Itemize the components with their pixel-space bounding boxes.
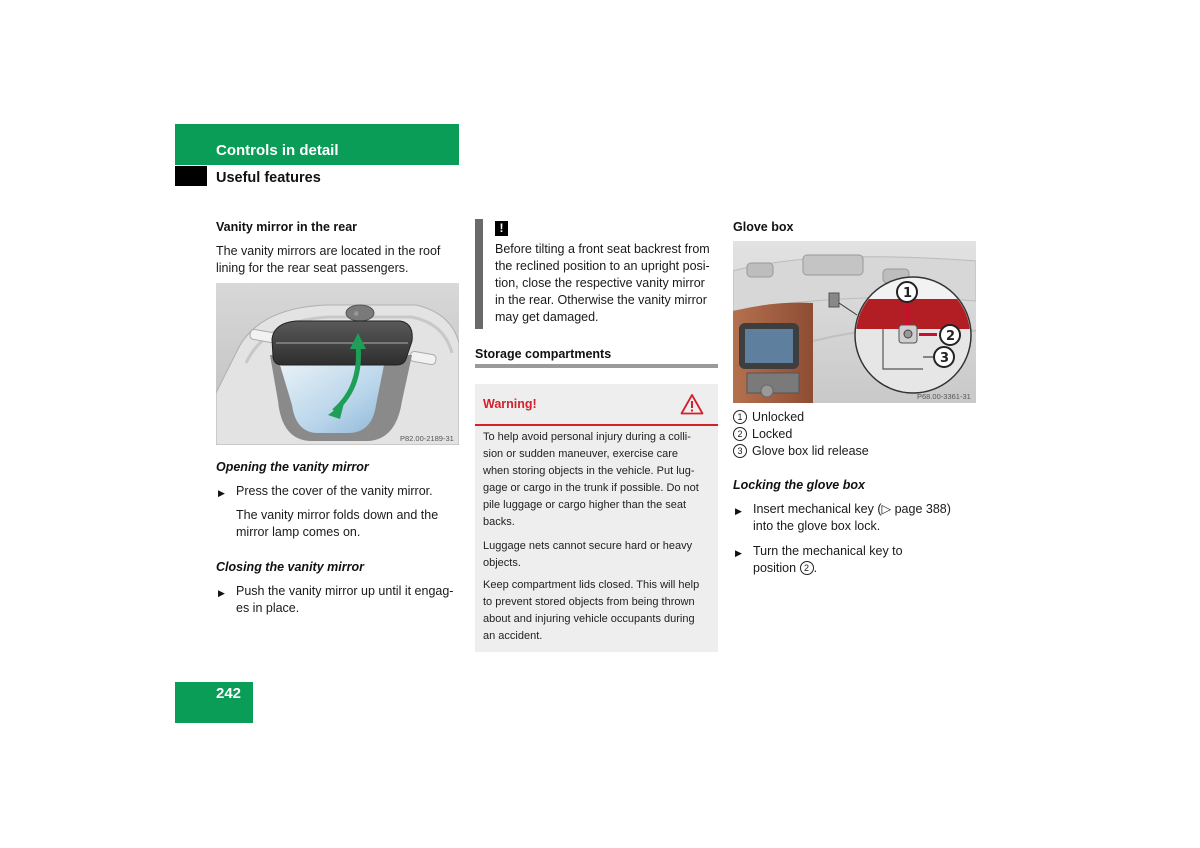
svg-text:1: 1 [903, 286, 913, 301]
text-line: in the rear. Otherwise the vanity mirror [495, 293, 707, 307]
warning-paragraph-3 [483, 577, 699, 645]
text-line: when storing objects in the vehicle. Put lug- [483, 465, 695, 477]
heading-rule [475, 364, 718, 368]
text-line: into the glove box lock. [753, 519, 881, 533]
callout-label: Glove box lid release [752, 444, 869, 458]
legend-item [733, 443, 869, 460]
text-line: Push the vanity mirror up until it engag- [236, 584, 454, 598]
text-line: Insert mechanical key (▷ page 388) [753, 502, 951, 516]
text-line: lining for the rear seat passengers. [216, 261, 409, 275]
svg-text:3: 3 [940, 351, 950, 366]
text-line: gage or cargo in the trunk if possible. Do not [483, 482, 699, 494]
locking-step-2 [753, 543, 903, 577]
notice-bar [475, 219, 483, 329]
text-line: tion, close the respective vanity mirror [495, 276, 705, 290]
warning-paragraph-2 [483, 538, 692, 572]
text-line: Before tilting a front seat backrest from [495, 242, 710, 256]
image-code: P82.00-2189-31 [400, 434, 454, 443]
text-line: objects. [483, 557, 521, 569]
vanity-mirror-illustration [216, 283, 459, 445]
storage-heading: Storage compartments [475, 347, 612, 361]
callout-label: Locked [752, 427, 793, 441]
warning-paragraph-1 [483, 429, 699, 531]
bullet-icon: ▶ [735, 506, 742, 516]
opening-step: Press the cover of the vanity mirror. [236, 484, 433, 498]
bullet-icon: ▶ [218, 588, 225, 598]
bullet-icon: ▶ [735, 548, 742, 558]
header-marker [175, 166, 207, 186]
notice-text [495, 241, 710, 326]
text-line: to prevent stored objects from being thrown [483, 596, 695, 608]
svg-text:☼: ☼ [353, 310, 360, 318]
callout-number: 1 [733, 410, 747, 424]
locking-heading: Locking the glove box [733, 478, 865, 492]
text-line: To help avoid personal injury during a colli- [483, 431, 691, 443]
vanity-intro [216, 243, 440, 277]
text-line: about and injuring vehicle occupants during [483, 613, 695, 625]
text-fragment: position [753, 561, 800, 575]
closing-heading: Closing the vanity mirror [216, 560, 364, 574]
warning-rule [475, 424, 718, 426]
text-line: The vanity mirror folds down and the [236, 508, 439, 522]
text-fragment: . [813, 561, 818, 575]
subsection-title: Useful features [216, 170, 321, 186]
bullet-icon: ▶ [218, 488, 225, 498]
vanity-mirror-heading: Vanity mirror in the rear [216, 220, 358, 234]
text-line: pile luggage or cargo higher than the seat [483, 499, 687, 511]
text-line [753, 560, 903, 577]
text-line: Keep compartment lids closed. This will help [483, 579, 700, 591]
svg-text:2: 2 [946, 329, 956, 344]
text-line: es in place. [236, 601, 300, 615]
text-line: mirror lamp comes on. [236, 525, 361, 539]
opening-heading: Opening the vanity mirror [216, 460, 369, 474]
page-number: 242 [216, 685, 242, 702]
callout-legend [733, 409, 869, 460]
warning-title: Warning! [483, 397, 537, 411]
position-ref: 2 [800, 561, 814, 575]
text-line: The vanity mirrors are located in the roof [216, 244, 441, 258]
image-code: P68.00-3361-31 [917, 392, 971, 401]
notice-icon: ! [495, 221, 508, 236]
text-line: sion or sudden maneuver, exercise care [483, 448, 679, 460]
text-line: Turn the mechanical key to [753, 544, 903, 558]
text-line: may get damaged. [495, 310, 599, 324]
callout-label: Unlocked [752, 410, 805, 424]
locking-step-1 [753, 501, 951, 535]
text-line: backs. [483, 516, 515, 528]
legend-item [733, 409, 869, 426]
text-line: Luggage nets cannot secure hard or heavy [483, 540, 693, 552]
callout-number: 3 [733, 444, 747, 458]
legend-item [733, 426, 869, 443]
warning-triangle-icon [680, 393, 704, 420]
page-number-band [175, 682, 253, 723]
callout-number: 2 [733, 427, 747, 441]
glove-box-heading: Glove box [733, 220, 794, 234]
opening-result [236, 507, 438, 541]
glove-box-illustration [733, 241, 976, 403]
section-title: Controls in detail [216, 142, 339, 159]
text-line: an accident. [483, 630, 543, 642]
closing-step [236, 583, 453, 617]
text-line: the reclined position to an upright posi- [495, 259, 710, 273]
